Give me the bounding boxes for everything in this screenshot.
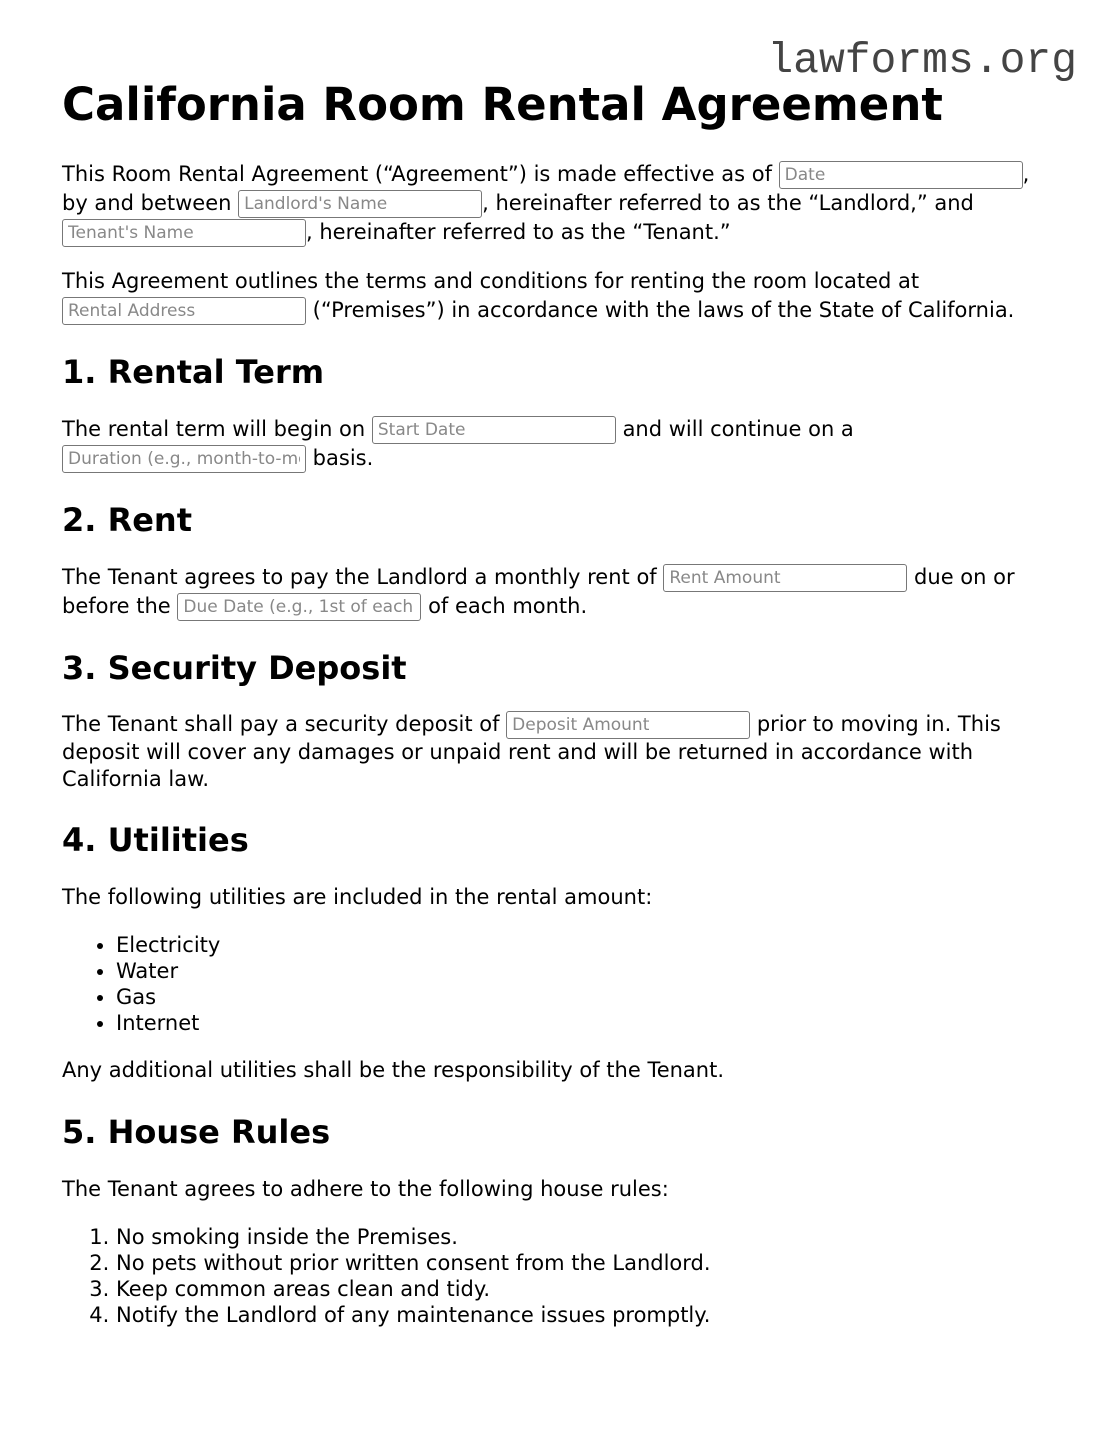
list-item: • Electricity	[116, 932, 1052, 958]
section-heading-utilities: 4. Utilities	[62, 821, 249, 859]
rent-paragraph	[62, 563, 1052, 621]
date-field[interactable]	[779, 161, 1023, 189]
rent-text-1: The Tenant agrees to pay the Landlord a monthly rent of	[62, 565, 664, 589]
site-watermark: lawforms.org	[767, 36, 1077, 85]
intro-paragraph	[62, 160, 1052, 247]
utilities-list	[62, 932, 1052, 1036]
list-item: 3. Keep common areas clean and tidy.	[116, 1276, 1052, 1302]
house-rules-list	[62, 1224, 1052, 1328]
list-item: • Internet	[116, 1010, 1052, 1036]
list-item: 1. No smoking inside the Premises.	[116, 1224, 1052, 1250]
rent-text-3: of each month.	[421, 594, 588, 618]
deposit-paragraph	[62, 711, 1052, 793]
premises-paragraph	[62, 267, 1052, 325]
utilities-intro: The following utilities are included in the rental amount:	[62, 885, 653, 909]
section-heading-house-rules: 5. House Rules	[62, 1113, 331, 1151]
landlord-name-field[interactable]	[238, 190, 482, 218]
deposit-amount-field[interactable]	[506, 711, 750, 739]
section-heading-security-deposit: 3. Security Deposit	[62, 649, 407, 687]
rental-term-text-3: basis.	[306, 446, 374, 470]
premises-text-2: (“Premises”) in accordance with the laws of the State of California.	[306, 298, 1015, 322]
list-item: 2. No pets without prior written consent from the Landlord.	[116, 1250, 1052, 1276]
due-date-field[interactable]	[177, 593, 421, 621]
list-item: 4. Notify the Landlord of any maintenance issues promptly.	[116, 1302, 1052, 1328]
rental-term-text-2: and will continue on a	[615, 417, 854, 441]
rent-text-2: due on or before the	[62, 565, 1015, 618]
rental-term-text-1: The rental term will begin on	[62, 417, 372, 441]
list-item: • Gas	[116, 984, 1052, 1010]
rental-address-field[interactable]	[62, 297, 306, 325]
intro-text-3: , hereinafter referred to as the “Landlord,” and	[482, 191, 974, 215]
rent-amount-field[interactable]	[663, 564, 907, 592]
house-rules-intro: The Tenant agrees to adhere to the following house rules:	[62, 1177, 669, 1201]
deposit-text-1: The Tenant shall pay a security deposit of	[62, 712, 507, 736]
section-heading-rent: 2. Rent	[62, 501, 192, 539]
page-title: California Room Rental Agreement	[62, 78, 943, 131]
utilities-outro: Any additional utilities shall be the responsibility of the Tenant.	[62, 1058, 725, 1082]
deposit-text-2: prior to moving in. This deposit will cover any damages or unpaid rent and will be returned in accordance with California law.	[62, 712, 1001, 791]
duration-field[interactable]	[62, 445, 306, 473]
tenant-name-field[interactable]	[62, 219, 306, 247]
intro-text-1: This Room Rental Agreement (“Agreement”) is made effective as of	[62, 162, 779, 186]
premises-text-1: This Agreement outlines the terms and conditions for renting the room located at	[62, 269, 920, 293]
intro-text-4: , hereinafter referred to as the “Tenant.”	[306, 220, 731, 244]
rental-term-paragraph	[62, 415, 1052, 473]
list-item: • Water	[116, 958, 1052, 984]
section-heading-rental-term: 1. Rental Term	[62, 353, 325, 391]
intro-text-2: , by and between	[62, 162, 1030, 215]
agreement-document	[62, 78, 1052, 1328]
start-date-field[interactable]	[372, 416, 616, 444]
